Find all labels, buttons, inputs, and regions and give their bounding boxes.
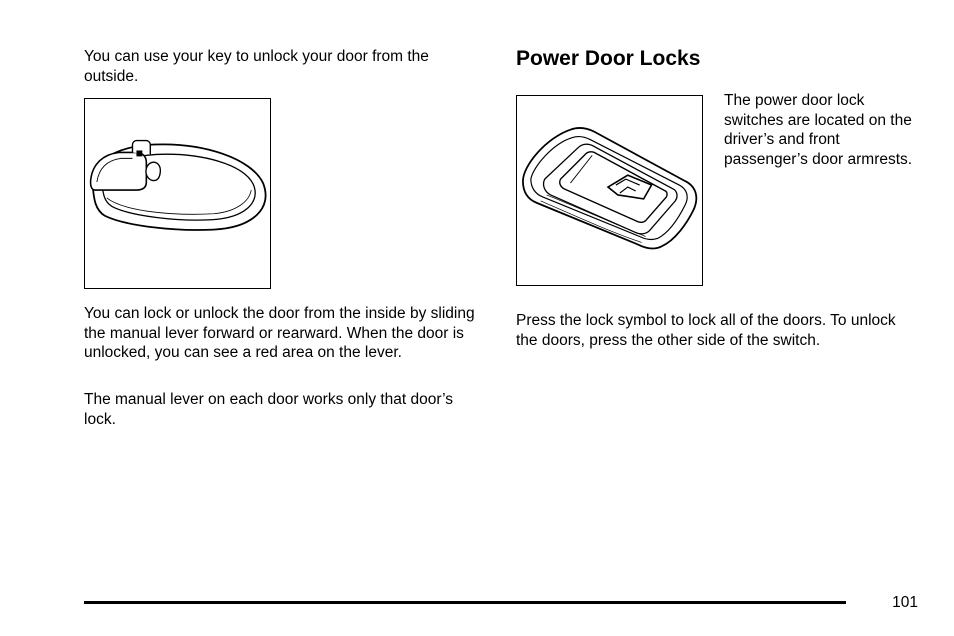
lock-unlock-paragraph: You can lock or unlock the door from the inside by sliding the manual lever forward or rearward. When the door is unlocked, you can see a red area on the lever. <box>84 305 475 361</box>
door-handle-illustration <box>84 98 271 289</box>
manual-lever-paragraph: The manual lever on each door works only that door’s lock. <box>84 391 454 428</box>
section-heading: Power Door Locks <box>516 47 701 70</box>
page-number: 101 <box>892 594 918 611</box>
switch-location-paragraph: The power door lock switches are located on the driver’s and front passenger’s door armrests. <box>724 92 913 168</box>
footer-rule <box>84 601 846 604</box>
door-handle-drawing <box>85 99 270 288</box>
switch-drawing <box>517 96 702 285</box>
lock-instructions-paragraph: Press the lock symbol to lock all of the doors. To unlock the doors, press the other side of the switch. <box>516 312 896 349</box>
intro-paragraph: You can use your key to unlock your door from the outside. <box>84 48 429 85</box>
power-lock-switch-illustration <box>516 95 703 286</box>
